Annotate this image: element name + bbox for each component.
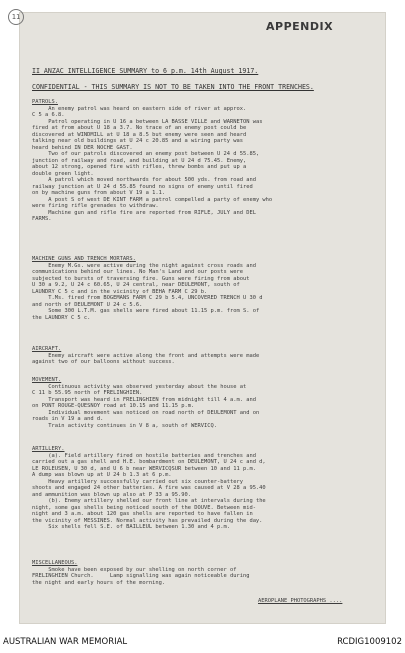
section-heading: AIRCRAFT.	[32, 346, 62, 352]
section-heading: MOVEMENT.	[32, 377, 62, 383]
section-text: Smoke have been exposed by our shelling on north corner of FRELINGHIEN Church. Lamp signalling was again noticeable during the night and early hours of the morning.	[32, 566, 250, 586]
document-title: II ANZAC INTELLIGENCE SUMMARY to 6 p.m. 14th August 1917.	[32, 67, 259, 75]
section-aircraft	[32, 346, 362, 366]
archive-credit: AUSTRALIAN WAR MEMORIAL	[3, 637, 128, 647]
section-text: (a). Field artillery fired on hostile batteries and trenches and carried out a gas shell and H.E. bombardment on DEULEMONT, U 24 c and d, LE ROLEUSEN, U 30 d, and U 6 b near WERVICQSUR between 10 and 11 p.m. A dump was blown up at U 24 b 1.3 at 6 p.m. Heavy artillery successfully carried out six counter-battery shoots and engaged 24 other batteries. A fire was caused at V 28 a 95.40 and ammunition was blown up also at P 33 a 95.90. (b). Enemy artillery shelled our front line at intervals during the night, some gas shells being noticed south of the DOUVE. Between mid- night and 3 a.m. about 120 gas shells are reported to have fallen in the vicinity of MESSINES. Normal activity has prevailed during the day. Six shells fell S.E. of BAILLEUL between 1.30 and 4 p.m.	[32, 452, 266, 530]
section-text: Enemy M.Gs. were active during the night against cross roads and communications behind our lines. No Man's Land and our posts were subjected to bursts of traversing fire. Guns were firing from about U 30 a 9.2, U 24 c 60.65, U 24 central, near DEULEMONT, south of LAUNDRY C 5 c and in the vicinity of BEHA FARM C 29 b. T.Ms. fired from BOGEMANS FARM C 29 b 5.4, UNCOVERED TRENCH U 30 d and north of DEULEMONT U 24 c 5.6. Some 300 L.T.M. gas shells were fired about 11.15 p.m. from S. of the LAUNDRY C 5 c.	[32, 262, 263, 321]
section-text: Continuous activity was observed yesterday about the house at C 11 b 55.95 north of FRELINGHIEN. Transport was heard in FRELINGHIEN from midnight till 4 a.m. and on PONT ROUGE-QUESNOY road at 10.15 and 11.15 p.m. Individual movement was noticed on road north of DEULEMONT and on roads in V 19 a and d. Train activity continues in V 8 a, south of WERVICQ.	[32, 383, 260, 429]
section-artillery	[32, 446, 362, 531]
signoff-note: AEROPLANE PHOTOGRAPHS ....	[258, 598, 343, 604]
page-mark: 11	[8, 9, 24, 25]
section-text: Enemy aircraft were active along the front and attempts were made against two of our balloons without success.	[32, 352, 260, 365]
section-heading: MISCELLANEOUS.	[32, 560, 78, 566]
section-patrols	[32, 99, 362, 223]
section-heading: MACHINE GUNS AND TRENCH MORTARS.	[32, 256, 136, 262]
section-movement	[32, 377, 362, 429]
section-machine-guns	[32, 256, 362, 321]
archive-reference: RCDIG1009102	[337, 637, 402, 647]
section-heading: ARTILLERY.	[32, 446, 65, 452]
section-text: An enemy patrol was heard on eastern side of river at approx. C 5 a 6.8. Patrol operating in U 16 a between LA BASSE VILLE and WARNETON was fired at from about U 18 a 3.7. No trace of an enemy post could be discovered at WINDMILL at U 18 a 8.5 but enemy were seen and heard talking near old buildings at U 24 c 20.85 and a wiring party was heard behind IN DER NOCHE GAST. Two of our patrols discovered an enemy post between U 24 d 55.85, junction of railway and road, and building at U 24 d 75.45. Enemy, about 12 strong, opened fire with rifles, threw bombs and put up a double green light. A patrol which moved northwards for about 500 yds. from road and railway junction at U 24 d 55.85 found no signs of enemy until fired on by machine guns from about V 19 a 1.1. A post S of west DE KINT FARM a patrol compelled a party of enemy who were firing rifle grenades to withdraw. Machine gun and rifle fire are reported from RIFLE, JULY and DEL FARMS.	[32, 105, 273, 222]
appendix-heading: APPENDIX	[266, 20, 334, 33]
section-miscellaneous	[32, 560, 362, 586]
section-heading: PATROLS.	[32, 99, 58, 105]
confidential-warning: CONFIDENTIAL - THIS SUMMARY IS NOT TO BE TAKEN INTO THE FRONT TRENCHES.	[32, 83, 314, 91]
